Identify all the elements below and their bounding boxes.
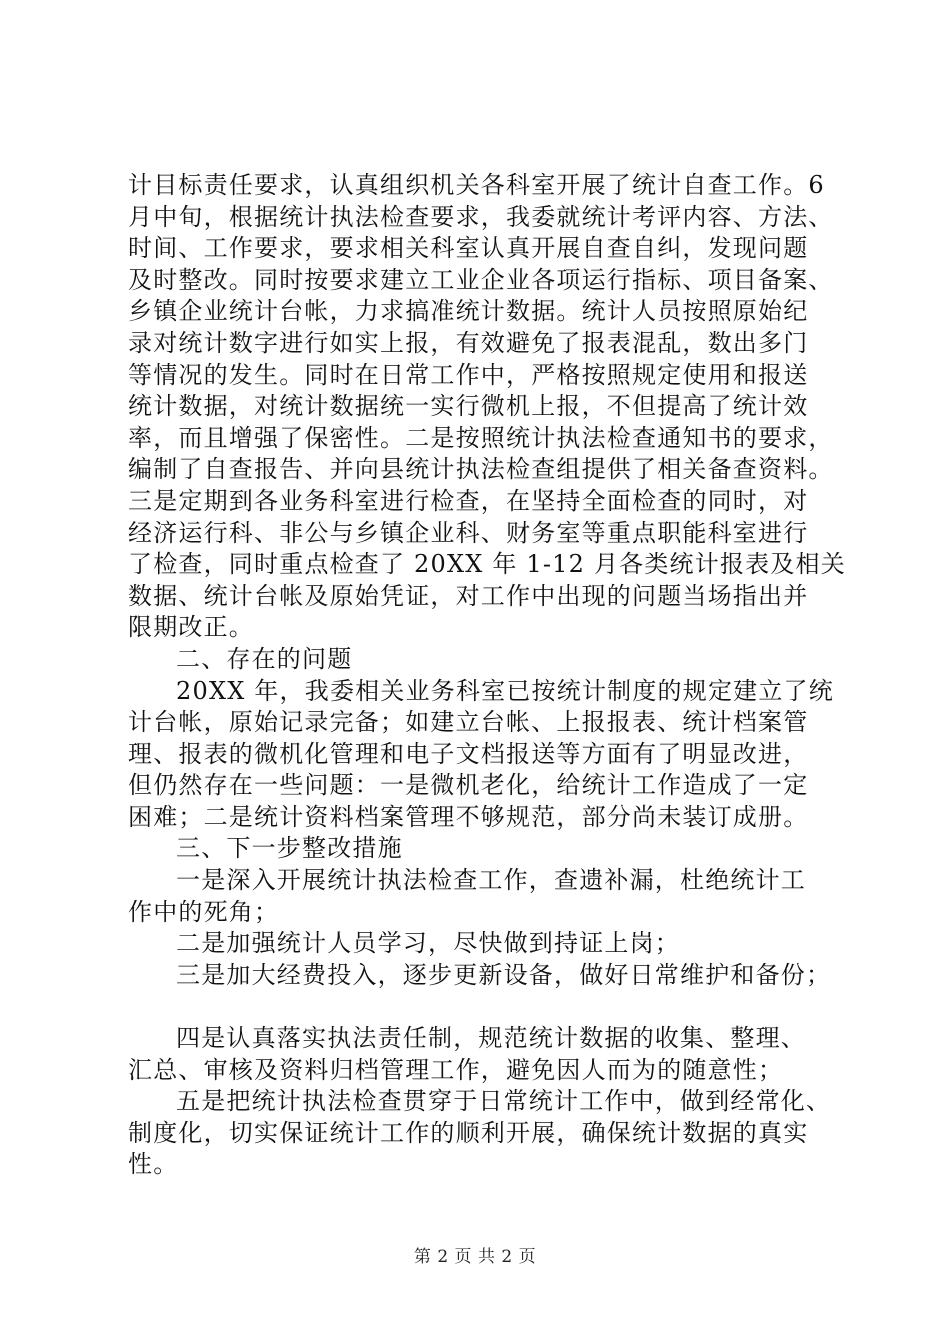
measure-item-1 bbox=[128, 865, 828, 928]
text-line: 经济运行科、非公与乡镇企业科、财务室等重点职能科室进行 bbox=[128, 518, 809, 547]
text-line: 率，而且增强了保密性。二是按照统计执法检查通知书的要求， bbox=[128, 423, 834, 452]
text-line: 等情况的发生。同时在日常工作中，严格按照规定使用和报送 bbox=[128, 360, 809, 389]
text-line: 五是把统计执法检查贯穿于日常统计工作中，做到经常化、 bbox=[176, 1087, 832, 1116]
text-line: 数据、统计台帐及原始凭证，对工作中出现的问题当场指出并 bbox=[128, 581, 809, 610]
text-line: 四是认真落实执法责任制，规范统计数据的收集、整理、 bbox=[176, 1024, 806, 1053]
section-heading-problems: 二、存在的问题 bbox=[176, 644, 353, 673]
paragraph-problems bbox=[128, 676, 834, 834]
text-line: 汇总、审核及资料归档管理工作，避免因人而为的随意性； bbox=[128, 1055, 784, 1084]
section-heading-next-steps: 三、下一步整改措施 bbox=[176, 834, 403, 863]
text-line: 计目标责任要求，认真组织机关各科室开展了统计自查工作。6 bbox=[128, 171, 825, 199]
paragraph-self-inspection bbox=[128, 170, 846, 644]
text-line: 但仍然存在一些问题：一是微机老化，给统计工作造成了一定 bbox=[128, 771, 809, 800]
text-line: 时间、工作要求，要求相关科室认真开展自查自纠，发现问题 bbox=[128, 234, 809, 263]
text-line: 困难；二是统计资料档案管理不够规范，部分尚未装订成册。 bbox=[128, 802, 809, 831]
text-line: 了检查，同时重点检查了 20XX 年 1-12 月各类统计报表及相关 bbox=[128, 550, 846, 579]
text-line: 统计数据，对统计数据统一实行微机上报，不但提高了统计效 bbox=[128, 392, 809, 421]
measure-item-5 bbox=[128, 1086, 832, 1181]
text-line: 及时整改。同时按要求建立工业企业各项运行指标、项目备案、 bbox=[128, 265, 834, 294]
text-line: 计台帐，原始记录完备；如建立台帐、上报报表、统计档案管 bbox=[128, 708, 809, 737]
text-line: 月中旬，根据统计执法检查要求，我委就统计考评内容、方法、 bbox=[128, 202, 834, 231]
text-line: 编制了自查报告、并向县统计执法检查组提供了相关备查资料。 bbox=[128, 455, 834, 484]
document-body bbox=[128, 170, 846, 1181]
text-line: 性。 bbox=[128, 1150, 179, 1179]
measure-item-3: 三是加大经费投入，逐步更新设备，做好日常维护和备份； bbox=[176, 960, 832, 989]
text-line: 三是定期到各业务科室进行检查，在坚持全面检查的同时，对 bbox=[128, 486, 809, 515]
text-line: 乡镇企业统计台帐，力求搞准统计数据。统计人员按照原始纪 bbox=[128, 297, 809, 326]
text-line: 限期改正。 bbox=[128, 613, 254, 642]
measure-item-4 bbox=[128, 1023, 828, 1086]
text-line: 理、报表的微机化管理和电子文档报送等方面有了明显改进， bbox=[128, 739, 809, 768]
page-number-footer: 第 2 页 共 2 页 bbox=[413, 1247, 537, 1267]
measure-item-2: 二是加强统计人员学习，尽快做到持证上岗； bbox=[176, 929, 680, 958]
blank-line bbox=[128, 991, 828, 1023]
text-line: 一是深入开展统计执法检查工作，查遗补漏，杜绝统计工 bbox=[176, 866, 806, 895]
text-line: 录对统计数字进行如实上报，有效避免了报表混乱，数出多门 bbox=[128, 328, 809, 357]
text-line: 制度化，切实保证统计工作的顺利开展，确保统计数据的真实 bbox=[128, 1118, 809, 1147]
text-line: 作中的死角； bbox=[128, 897, 280, 926]
text-line: 20XX 年，我委相关业务科室已按统计制度的规定建立了统 bbox=[176, 676, 834, 705]
